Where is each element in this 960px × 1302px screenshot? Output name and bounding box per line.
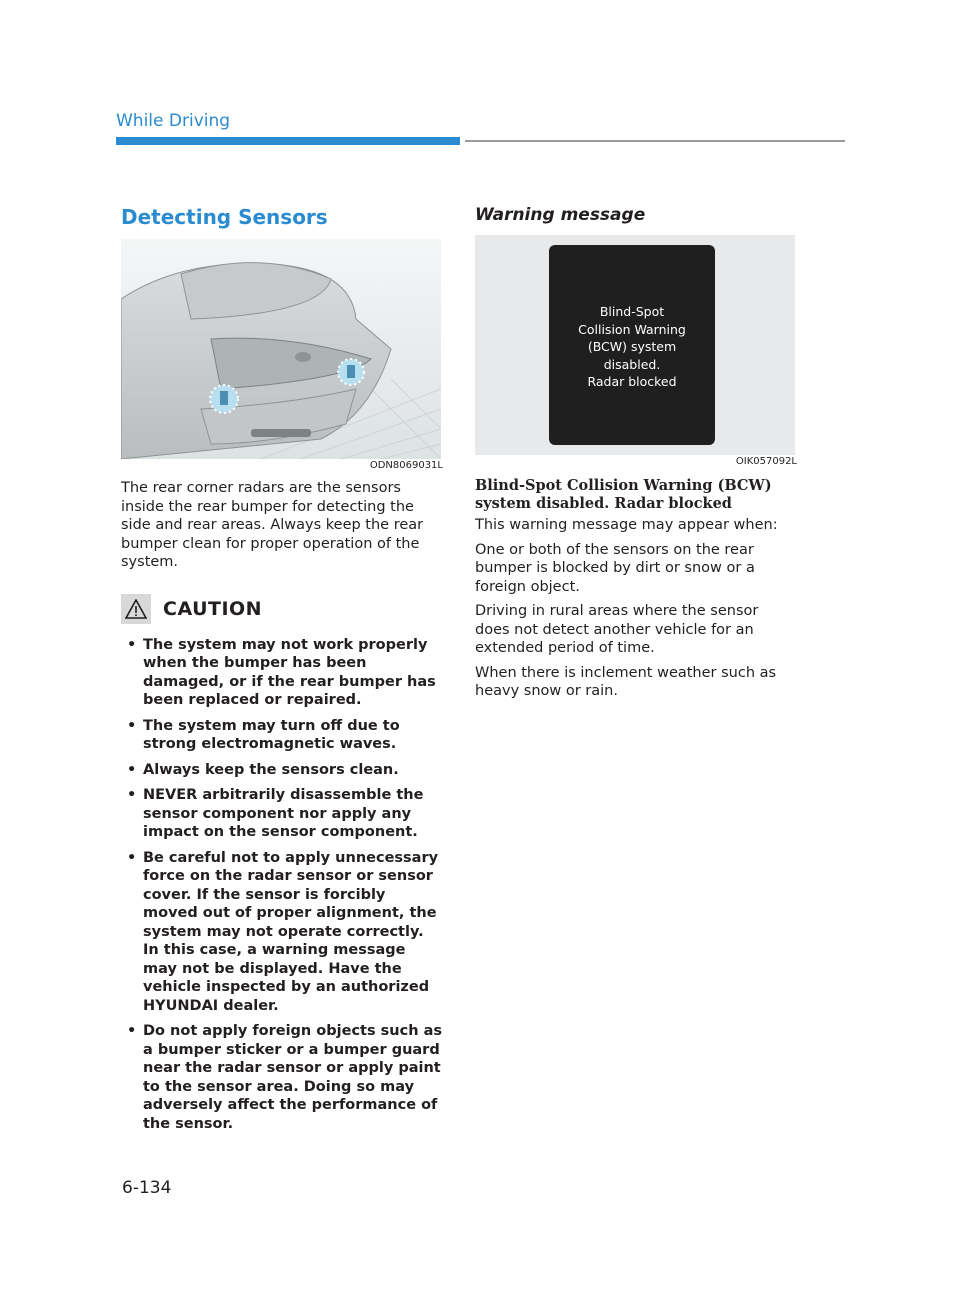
cluster-display-figure bbox=[475, 235, 795, 455]
list-item bbox=[121, 786, 443, 842]
screen-line: Blind-Spot bbox=[599, 304, 665, 319]
figure-code: ODN8069031L bbox=[369, 460, 443, 471]
header-rule-accent bbox=[116, 137, 460, 145]
rear-car-illustration bbox=[121, 239, 441, 459]
page-number: 6-134 bbox=[122, 1178, 172, 1198]
list-item-text: NEVER arbitrarily disassemble the sensor component nor apply any impact on the sensor component. bbox=[143, 787, 424, 840]
paragraph: Driving in rural areas where the sensor does not detect another vehicle for an extended period of time. bbox=[475, 603, 759, 656]
bullet-glyph: • bbox=[127, 787, 137, 803]
intro-paragraph: The rear corner radars are the sensors inside the rear bumper for detecting the side and rear areas. Always keep the rear bumper clean for proper operation of the system. bbox=[121, 480, 424, 570]
list-item-text: The system may not work properly when the bumper has been damaged, or if the rear bumper has been replaced or repaired. bbox=[143, 636, 436, 708]
cluster-screen bbox=[549, 245, 715, 445]
list-item-text: The system may turn off due to strong electromagnetic waves. bbox=[143, 717, 400, 752]
caution-label: CAUTION bbox=[163, 597, 263, 620]
section-title: Detecting Sensors bbox=[121, 205, 328, 229]
caution-list bbox=[121, 636, 443, 1134]
left-column bbox=[121, 205, 443, 1140]
warning-triangle-icon bbox=[121, 594, 151, 624]
screen-line: (BCW) system bbox=[587, 339, 677, 354]
list-item-text: Do not apply foreign objects such as a bumper sticker or a bumper guard near the radar sensor or apply paint to the sensor area. Doing so may adversely affect the performance of the sensor. bbox=[143, 1023, 442, 1132]
screen-line: disabled. bbox=[603, 356, 661, 372]
screen-line: Collision Warning bbox=[578, 321, 686, 337]
bullet-glyph: • bbox=[127, 761, 137, 778]
bullet-glyph: • bbox=[127, 636, 137, 653]
bullet-glyph: • bbox=[127, 849, 137, 866]
header-rule bbox=[465, 140, 845, 142]
header-title: While Driving bbox=[116, 111, 231, 131]
paragraph: When there is inclement weather such as heavy snow or rain. bbox=[475, 664, 777, 699]
list-item bbox=[121, 636, 443, 710]
list-item-text: Always keep the sensors clean. bbox=[143, 761, 399, 778]
screen-message bbox=[549, 303, 715, 391]
list-item bbox=[121, 761, 443, 780]
bullet-glyph: • bbox=[127, 717, 137, 734]
list-item bbox=[121, 1022, 443, 1133]
caution-heading bbox=[121, 594, 443, 624]
figure-code: OIK057092L bbox=[735, 456, 797, 467]
list-item bbox=[121, 849, 443, 1016]
bcw-heading: Blind-Spot Collision Warning (BCW) system disabled. Radar blocked bbox=[475, 477, 772, 512]
warning-message-title: Warning message bbox=[475, 205, 646, 225]
list-item-text: Be careful not to apply unnecessary force on the radar sensor or sensor cover. If the sensor is forcibly moved out of proper alignment, the system may not operate correctly. In this case, a warning message may not be displayed. Have the vehicle inspected by an authorized HYUNDAI dealer. bbox=[143, 849, 439, 1014]
paragraph: This warning message may appear when: bbox=[475, 517, 778, 533]
right-column bbox=[475, 205, 797, 707]
car-image bbox=[121, 239, 441, 459]
paragraph: One or both of the sensors on the rear bumper is blocked by dirt or snow or a foreign object. bbox=[475, 541, 755, 595]
bullet-glyph: • bbox=[127, 1023, 137, 1039]
screen-line: Radar blocked bbox=[587, 374, 677, 389]
list-item bbox=[121, 717, 443, 754]
